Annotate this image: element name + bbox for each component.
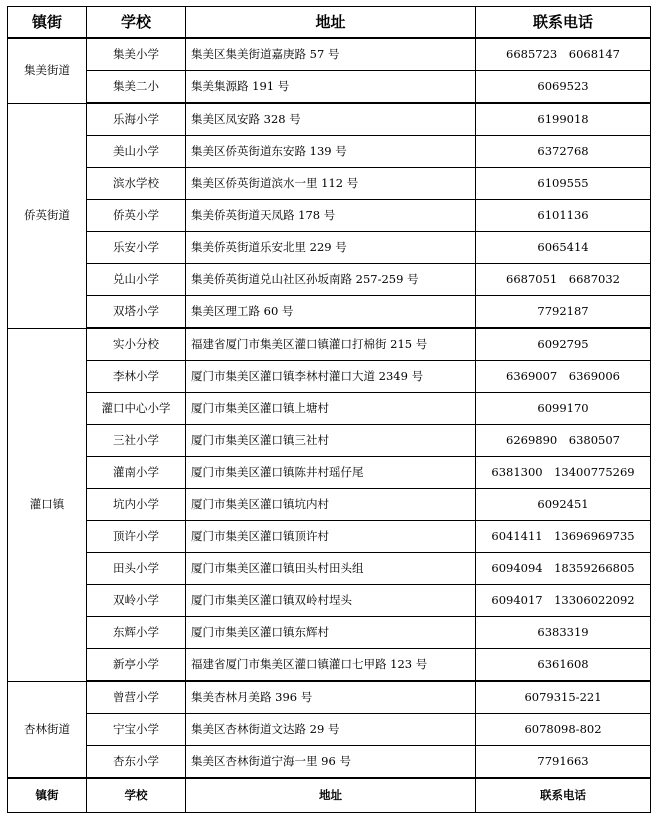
phone-cell: 6372768 — [476, 136, 651, 168]
header-school: 学校 — [87, 7, 186, 39]
school-cell: 田头小学 — [87, 553, 186, 585]
school-cell: 杏东小学 — [87, 746, 186, 779]
address-cell: 厦门市集美区灌口镇陈井村瑶仔尾 — [186, 457, 476, 489]
phone-cell: 6383319 — [476, 617, 651, 649]
address-cell: 集美区侨英街道滨水一里 112 号 — [186, 168, 476, 200]
phone-cell: 6094094 18359266805 — [476, 553, 651, 585]
phone-cell: 6069523 — [476, 71, 651, 104]
phone-cell: 6361608 — [476, 649, 651, 682]
footer-district: 镇街 — [8, 778, 87, 813]
school-cell: 三社小学 — [87, 425, 186, 457]
footer-phone: 联系电话 — [476, 778, 651, 813]
phone-cell: 6079315-221 — [476, 681, 651, 714]
address-cell: 集美侨英街道兑山社区孙坂南路 257-259 号 — [186, 264, 476, 296]
district-cell: 侨英街道 — [8, 103, 87, 328]
address-cell: 厦门市集美区灌口镇上塘村 — [186, 393, 476, 425]
address-cell: 厦门市集美区灌口镇三社村 — [186, 425, 476, 457]
district-cell: 灌口镇 — [8, 328, 87, 681]
table-row — [8, 489, 651, 521]
address-cell: 集美区理工路 60 号 — [186, 296, 476, 329]
table-row — [8, 71, 651, 104]
header-district: 镇街 — [8, 7, 87, 39]
address-cell: 厦门市集美区灌口镇东辉村 — [186, 617, 476, 649]
address-cell: 厦门市集美区灌口镇双岭村埕头 — [186, 585, 476, 617]
school-cell: 顶许小学 — [87, 521, 186, 553]
school-cell: 灌南小学 — [87, 457, 186, 489]
address-cell: 厦门市集美区灌口镇田头村田头组 — [186, 553, 476, 585]
table-row — [8, 617, 651, 649]
phone-cell: 6092795 — [476, 328, 651, 361]
school-cell: 新亭小学 — [87, 649, 186, 682]
district-cell: 杏林街道 — [8, 681, 87, 778]
address-cell: 集美侨英街道天凤路 178 号 — [186, 200, 476, 232]
school-cell: 实小分校 — [87, 328, 186, 361]
address-cell: 集美区杏林街道宁海一里 96 号 — [186, 746, 476, 779]
phone-cell: 6369007 6369006 — [476, 361, 651, 393]
table-row — [8, 553, 651, 585]
table-row — [8, 585, 651, 617]
phone-cell: 6101136 — [476, 200, 651, 232]
phone-cell: 6381300 13400775269 — [476, 457, 651, 489]
address-cell: 厦门市集美区灌口镇顶许村 — [186, 521, 476, 553]
header-phone: 联系电话 — [476, 7, 651, 39]
school-cell: 乐安小学 — [87, 232, 186, 264]
address-cell: 厦门市集美区灌口镇坑内村 — [186, 489, 476, 521]
address-cell: 福建省厦门市集美区灌口镇灌口七甲路 123 号 — [186, 649, 476, 682]
table-row — [8, 425, 651, 457]
footer-address: 地址 — [186, 778, 476, 813]
phone-cell: 7792187 — [476, 296, 651, 329]
table-row — [8, 521, 651, 553]
table-row — [8, 649, 651, 682]
school-cell: 坑内小学 — [87, 489, 186, 521]
table-row — [8, 232, 651, 264]
school-cell: 集美二小 — [87, 71, 186, 104]
table-row — [8, 38, 651, 71]
phone-cell: 6109555 — [476, 168, 651, 200]
address-cell: 厦门市集美区灌口镇李林村灌口大道 2349 号 — [186, 361, 476, 393]
table-row — [8, 200, 651, 232]
school-cell: 灌口中心小学 — [87, 393, 186, 425]
table-row — [8, 328, 651, 361]
school-cell: 乐海小学 — [87, 103, 186, 136]
address-cell: 集美区凤安路 328 号 — [186, 103, 476, 136]
address-cell: 集美杏林月美路 396 号 — [186, 681, 476, 714]
school-cell: 宁宝小学 — [87, 714, 186, 746]
table-row — [8, 393, 651, 425]
table-row — [8, 264, 651, 296]
table-row — [8, 714, 651, 746]
school-cell: 兑山小学 — [87, 264, 186, 296]
header-address: 地址 — [186, 7, 476, 39]
phone-cell: 6687051 6687032 — [476, 264, 651, 296]
address-cell: 集美侨英街道乐安北里 229 号 — [186, 232, 476, 264]
phone-cell: 6685723 6068147 — [476, 38, 651, 71]
phone-cell: 6065414 — [476, 232, 651, 264]
school-cell: 滨水学校 — [87, 168, 186, 200]
address-cell: 集美集源路 191 号 — [186, 71, 476, 104]
address-cell: 集美区集美街道嘉庚路 57 号 — [186, 38, 476, 71]
table-row — [8, 361, 651, 393]
table-row — [8, 168, 651, 200]
address-cell: 集美区侨英街道东安路 139 号 — [186, 136, 476, 168]
school-cell: 双岭小学 — [87, 585, 186, 617]
address-cell: 集美区杏林街道文达路 29 号 — [186, 714, 476, 746]
school-cell: 双塔小学 — [87, 296, 186, 329]
school-contact-table — [7, 6, 651, 813]
phone-cell: 6041411 13696969735 — [476, 521, 651, 553]
phone-cell: 6078098-802 — [476, 714, 651, 746]
table-footer-row — [8, 778, 651, 813]
phone-cell: 7791663 — [476, 746, 651, 779]
school-cell: 侨英小学 — [87, 200, 186, 232]
school-cell: 美山小学 — [87, 136, 186, 168]
table-row — [8, 296, 651, 329]
table-row — [8, 103, 651, 136]
phone-cell: 6092451 — [476, 489, 651, 521]
table-row — [8, 681, 651, 714]
school-cell: 集美小学 — [87, 38, 186, 71]
district-cell: 集美街道 — [8, 38, 87, 103]
table-body — [8, 38, 651, 778]
school-cell: 曾营小学 — [87, 681, 186, 714]
school-cell: 李林小学 — [87, 361, 186, 393]
address-cell: 福建省厦门市集美区灌口镇灌口打棉街 215 号 — [186, 328, 476, 361]
phone-cell: 6094017 13306022092 — [476, 585, 651, 617]
table-row — [8, 746, 651, 779]
table-row — [8, 457, 651, 489]
phone-cell: 6099170 — [476, 393, 651, 425]
phone-cell: 6199018 — [476, 103, 651, 136]
phone-cell: 6269890 6380507 — [476, 425, 651, 457]
table-row — [8, 136, 651, 168]
footer-school: 学校 — [87, 778, 186, 813]
school-cell: 东辉小学 — [87, 617, 186, 649]
table-header-row — [8, 7, 651, 39]
